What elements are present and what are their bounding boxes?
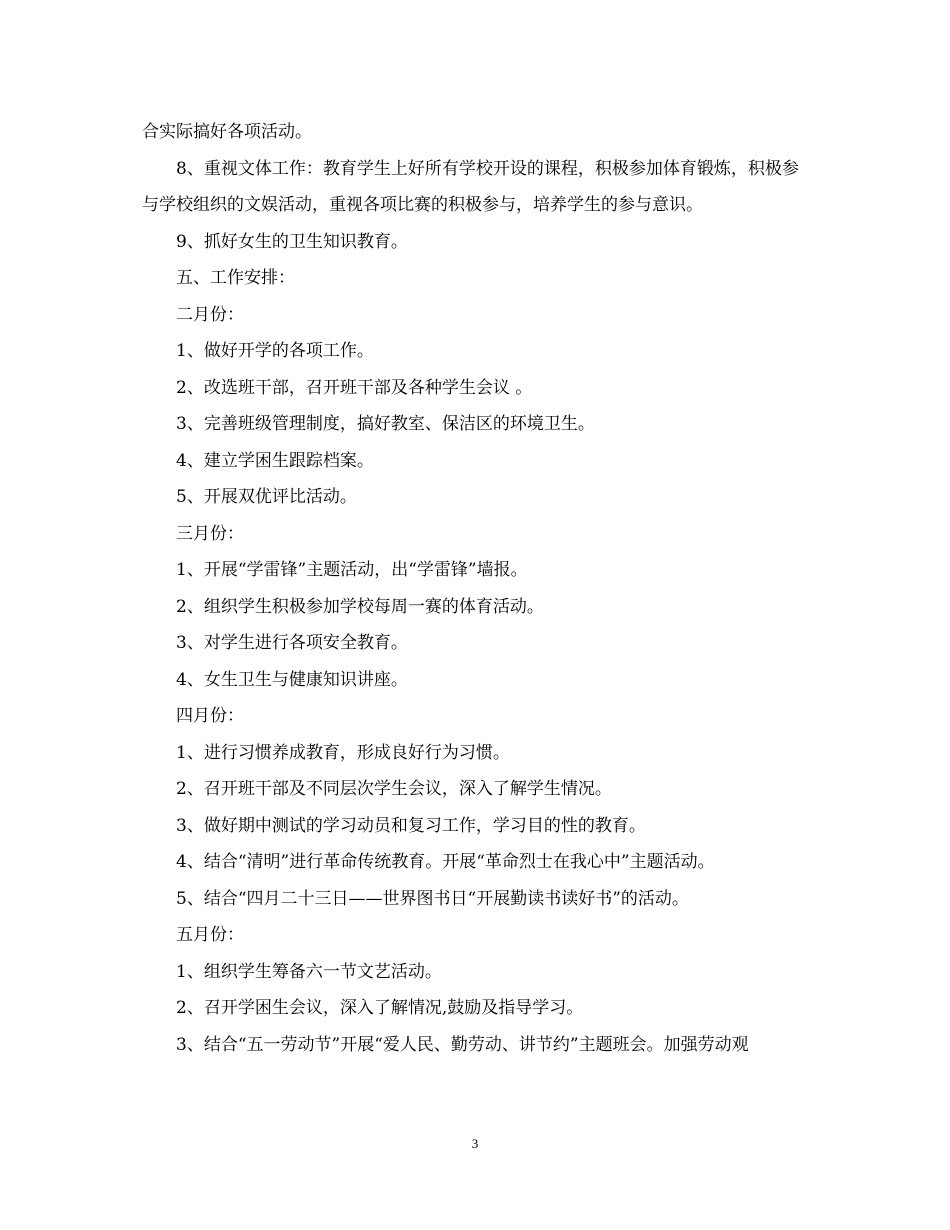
month-heading: 二月份： [176, 304, 244, 325]
month-heading: 五月份： [176, 925, 244, 945]
list-item: 1、进行习惯养成教育，形成良好行为习惯。 [176, 742, 510, 763]
list-item: 1、开展“学雷锋”主题活动，出“学雷锋”墙报。 [176, 560, 528, 580]
month-heading: 三月份： [176, 523, 244, 544]
paragraph: 合实际搞好各项活动。 [142, 122, 312, 142]
list-item: 4、女生卫生与健康知识讲座。 [176, 669, 408, 690]
page-number: 3 [471, 1136, 479, 1151]
list-item: 5、结合“四月二十三日——世界图书日“开展勤读书读好书”的活动。 [176, 888, 689, 909]
list-item: 2、召开学困生会议，深入了解情况,鼓励及指导学习。 [176, 998, 584, 1018]
paragraph: 8、重视文体工作：教育学生上好所有学校开设的课程，积极参加体育锻炼，积极参与学校组织的文娱活动，重视各项比赛的积极参与，培养学生的参与意识。 [142, 158, 799, 215]
list-item: 4、建立学困生跟踪档案。 [176, 450, 374, 471]
paragraph: 9、抓好女生的卫生知识教育。 [176, 231, 408, 252]
list-item: 2、召开班干部及不同层次学生会议，深入了解学生情况。 [176, 779, 612, 799]
list-item: 2、改选班干部，召开班干部及各种学生会议 。 [176, 377, 533, 398]
list-item: 3、对学生进行各项安全教育。 [176, 633, 408, 653]
list-item: 2、组织学生积极参加学校每周一赛的体育活动。 [176, 596, 544, 617]
list-item: 3、结合“五一劳动节”开展“爱人民、勤劳动、讲节约”主题班会。加强劳动观 [176, 1034, 749, 1055]
section-heading: 五、工作安排： [176, 268, 295, 288]
list-item: 3、做好期中测试的学习动员和复习工作，学习目的性的教育。 [176, 815, 646, 836]
list-item: 1、组织学生筹备六一节文艺活动。 [176, 961, 442, 982]
list-item: 1、做好开学的各项工作。 [176, 341, 374, 361]
document-body [142, 114, 812, 1063]
list-item: 5、开展双优评比活动。 [176, 487, 357, 507]
list-item: 4、结合“清明”进行革命传统教育。开展“革命烈士在我心中”主题活动。 [176, 852, 715, 872]
month-heading: 四月份： [176, 706, 244, 726]
list-item: 3、完善班级管理制度，搞好教室、保洁区的环境卫生。 [176, 414, 595, 434]
